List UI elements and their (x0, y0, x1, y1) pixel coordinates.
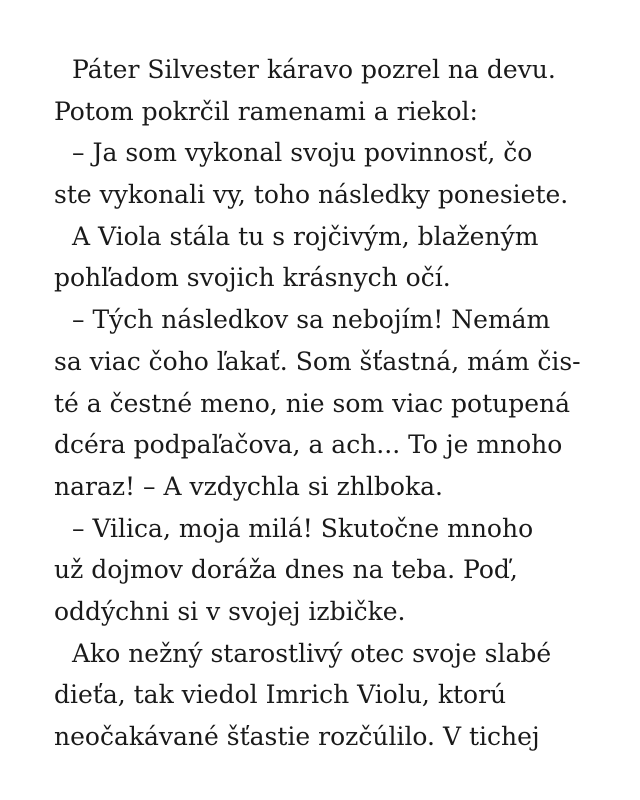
page-text (54, 49, 594, 758)
text-line: Páter Silvester káravo pozrel na devu. (72, 55, 556, 84)
text-line: Ako nežný starostlivý otec svoje slabé (72, 638, 552, 668)
text-line: sa viac čoho ľakať. Som šťastná, mám čis- (54, 346, 581, 376)
text-line: neočakávané šťastie rozčúlilo. V tichej (54, 722, 540, 751)
text-line: Potom pokrčil ramenami a riekol: (54, 96, 478, 126)
text-line: pohľadom svojich krásnych očí. (54, 263, 451, 293)
text-line: dieťa, tak viedol Imrich Violu, ktorú (54, 680, 507, 710)
text-line: oddýchni si v svojej izbičke. (54, 596, 406, 626)
text-line: – Tých následkov sa nebojím! Nemám (72, 305, 551, 335)
text-line: už dojmov doráža dnes na teba. Poď, (54, 555, 518, 585)
text-line: A Viola stála tu s rojčivým, blaženým (72, 221, 539, 251)
text-line: té a čestné meno, nie som viac potupená (54, 388, 571, 418)
text-line: naraz! – A vzdychla si zhlboka. (54, 471, 443, 501)
text-line: ste vykonali vy, toho následky ponesiete. (54, 180, 569, 210)
text-line: – Ja som vykonal svoju povinnosť, čo (72, 138, 533, 168)
text-line: – Vilica, moja milá! Skutočne mnoho (72, 513, 534, 543)
text-line: dcéra podpaľačova, a ach... To je mnoho (54, 430, 563, 460)
